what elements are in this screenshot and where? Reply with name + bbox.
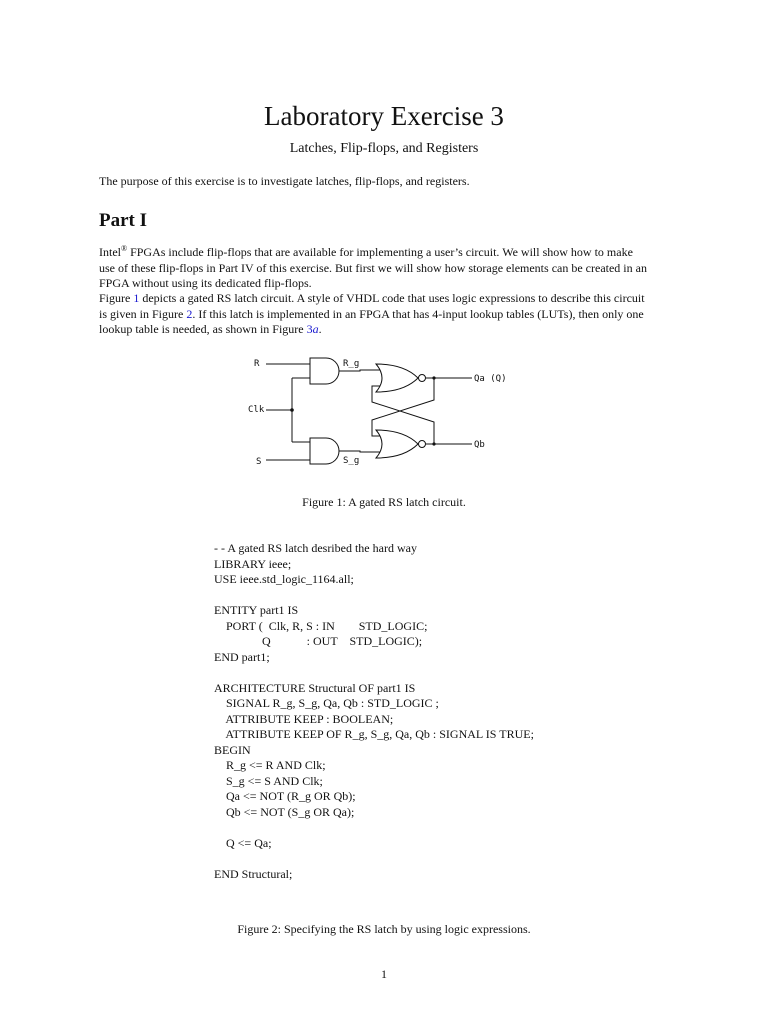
code-line (214, 665, 534, 681)
document-title: Laboratory Exercise 3 (264, 101, 504, 131)
figdesc-text: Figure (99, 291, 134, 305)
code-line: S_g <= S AND Clk; (214, 773, 323, 788)
label-qa: Qa (Q) (474, 374, 507, 384)
r-g-wire (339, 370, 380, 371)
code-line: Qa <= NOT (R_g OR Qb); (214, 789, 356, 803)
figure-1-link[interactable]: 1 (133, 291, 140, 305)
code-line (214, 588, 534, 604)
code-line: PORT ( Clk, R, S : IN STD_LOGIC; (214, 618, 428, 633)
figdesc-text: is given in Figure (99, 306, 187, 321)
code-line: ATTRIBUTE KEEP : BOOLEAN; (214, 711, 394, 726)
figdesc-text: . If this latch is implemented in an FPGA that has 4-input lookup tables (LUTs), then only one (192, 306, 644, 321)
code-line (214, 820, 534, 836)
page-number: 1 (381, 967, 387, 981)
nor-top-bubble (419, 375, 426, 382)
nor-gate-top (376, 364, 418, 392)
qa-junction-dot (432, 376, 435, 379)
intro-line-3: FPGA without using its dedicated flip-flops. (99, 276, 312, 290)
label-clk: Clk (248, 405, 265, 415)
document-subtitle: Latches, Flip-flops, and Registers (289, 141, 479, 156)
vhdl-code-listing (214, 541, 534, 882)
and-gate-top (310, 358, 339, 384)
code-line: USE ieee.std_logic_1164.all; (214, 572, 354, 586)
clk-junction-dot (290, 408, 294, 412)
figdesc-text: . (318, 322, 322, 336)
qb-junction-dot (432, 442, 435, 445)
intro-paragraph (99, 245, 669, 292)
code-line: ATTRIBUTE KEEP OF R_g, S_g, Qa, Qb : SIGNAL IS TRUE; (214, 727, 534, 741)
figure-1-caption: Figure 1: A gated RS latch circuit. (302, 495, 466, 509)
code-line: SIGNAL R_g, S_g, Qa, Qb : STD_LOGIC ; (214, 696, 439, 710)
figure-3a-link[interactable] (307, 322, 319, 336)
figure-description-paragraph (99, 291, 669, 338)
label-qb: Qb (474, 440, 485, 450)
code-line: - - A gated RS latch desribed the hard way (214, 541, 417, 555)
code-line: BEGIN (214, 742, 251, 757)
code-line: Q <= Qa; (214, 835, 272, 850)
figure-3a-number: 3 (306, 322, 313, 336)
gated-rs-latch-diagram (240, 348, 520, 474)
figure-2-link[interactable]: 2 (186, 306, 193, 321)
code-line: ENTITY part1 IS (214, 603, 299, 617)
figure-2-caption: Figure 2: Specifying the RS latch by using logic expressions. (237, 922, 531, 936)
qb-feedback-wire (372, 386, 434, 444)
code-line: ARCHITECTURE Structural OF part1 IS (214, 680, 416, 695)
intro-line-1 (99, 245, 669, 261)
brand-name: Intel (99, 245, 121, 259)
figure-3a-suffix: a (312, 322, 319, 336)
s-g-wire (339, 451, 380, 452)
part-heading: Part I (99, 210, 148, 231)
nor-bottom-bubble (419, 441, 426, 448)
code-line: Q : OUT STD_LOGIC); (214, 634, 423, 648)
figdesc-line-2 (99, 307, 669, 323)
figdesc-text: lookup table is needed, as shown in Figure (99, 322, 307, 336)
qa-feedback-wire (372, 378, 434, 436)
code-line (214, 851, 534, 867)
figdesc-line-1 (99, 291, 669, 307)
intro-line-2: use of these flip-flops in Part IV of this exercise. But first we will show how storage elements can be created in an (99, 260, 647, 275)
registered-mark: ® (121, 244, 128, 253)
figdesc-line-3 (99, 322, 669, 338)
code-line: Qb <= NOT (S_g OR Qa); (214, 804, 355, 819)
code-line: LIBRARY ieee; (214, 556, 292, 571)
and-gate-bottom (310, 438, 339, 464)
figdesc-text: depicts a gated RS latch circuit. A style of VHDL code that uses logic expressions to describe this circuit (139, 291, 645, 305)
intro-line-1-text: FPGAs include flip-flops that are available for implementing a user’s circuit. We will show how to make (127, 245, 633, 259)
label-s: S (256, 457, 262, 467)
code-line: END Structural; (214, 866, 293, 881)
label-r: R (254, 359, 260, 369)
purpose-statement: The purpose of this exercise is to investigate latches, flip-flops, and registers. (99, 174, 470, 188)
label-s-g: S_g (343, 456, 360, 466)
label-r-g: R_g (343, 359, 360, 369)
code-line: R_g <= R AND Clk; (214, 758, 326, 772)
code-line: END part1; (214, 649, 270, 664)
nor-gate-bottom (376, 430, 418, 458)
